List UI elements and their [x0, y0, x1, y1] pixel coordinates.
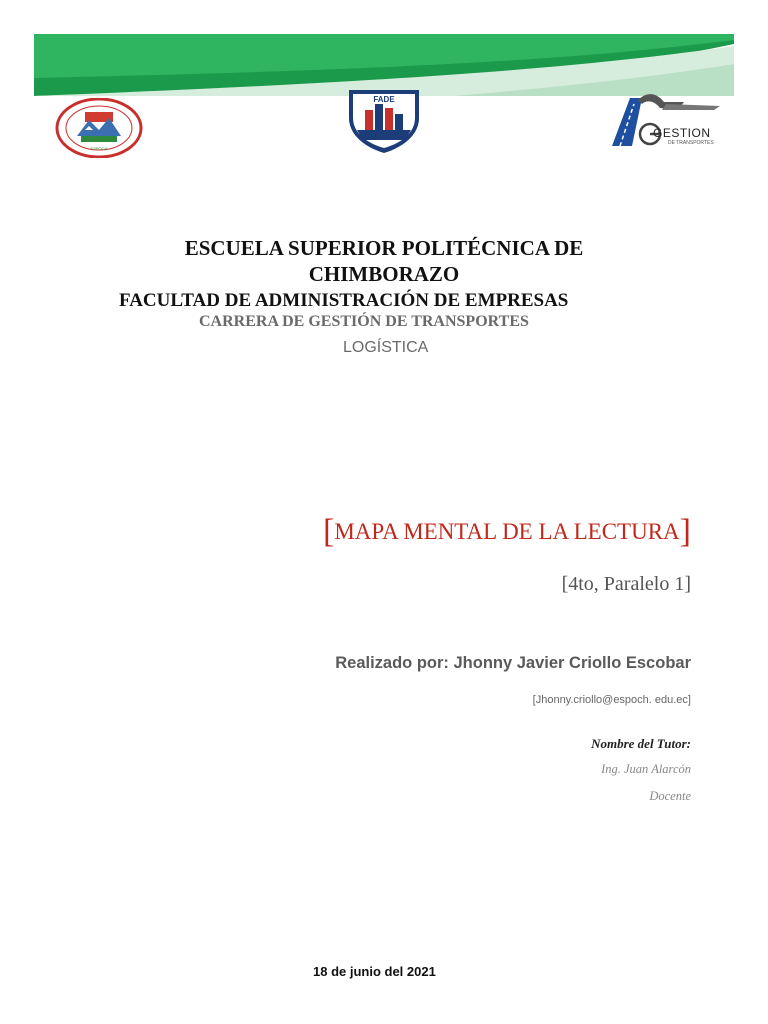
svg-text:ESPOCH: ESPOCH [90, 146, 108, 151]
road-logo-icon [604, 90, 722, 156]
espoch-seal-icon [55, 98, 143, 158]
career-name: CARRERA DE GESTIÓN DE TRANSPORTES [199, 313, 529, 330]
title-bracket-open: [ [323, 513, 335, 550]
school-name-line2: CHIMBORAZO [308, 262, 460, 286]
document-title-text: MAPA MENTAL DE LA LECTURA [334, 519, 680, 544]
school-name-line1: ESCUELA SUPERIOR POLITÉCNICA DE [184, 236, 584, 260]
tutor-role: Docente [649, 789, 691, 803]
fade-shield-icon [343, 84, 425, 154]
tutor-label: Nombre del Tutor: [591, 736, 691, 751]
tutor-name: Ing. Juan Alarcón [601, 762, 691, 776]
title-bracket-close: ] [679, 513, 691, 550]
author-email: [Jhonny.criollo@espoch. edu.ec] [532, 694, 691, 706]
gestion-logo-sub: DE TRANSPORTES [668, 140, 714, 146]
gestion-logo-label: GESTION [653, 126, 711, 140]
subject-name: LOGÍSTICA [343, 339, 429, 356]
document-title [323, 513, 691, 551]
author-line: Realizado por: Jhonny Javier Criollo Escobar [335, 654, 691, 672]
fade-logo-label: FADE [373, 95, 395, 104]
course-paralelo: [4to, Paralelo 1] [561, 573, 691, 595]
document-date: 18 de junio del 2021 [313, 964, 436, 979]
faculty-name: FACULTAD DE ADMINISTRACIÓN DE EMPRESAS [119, 290, 569, 311]
